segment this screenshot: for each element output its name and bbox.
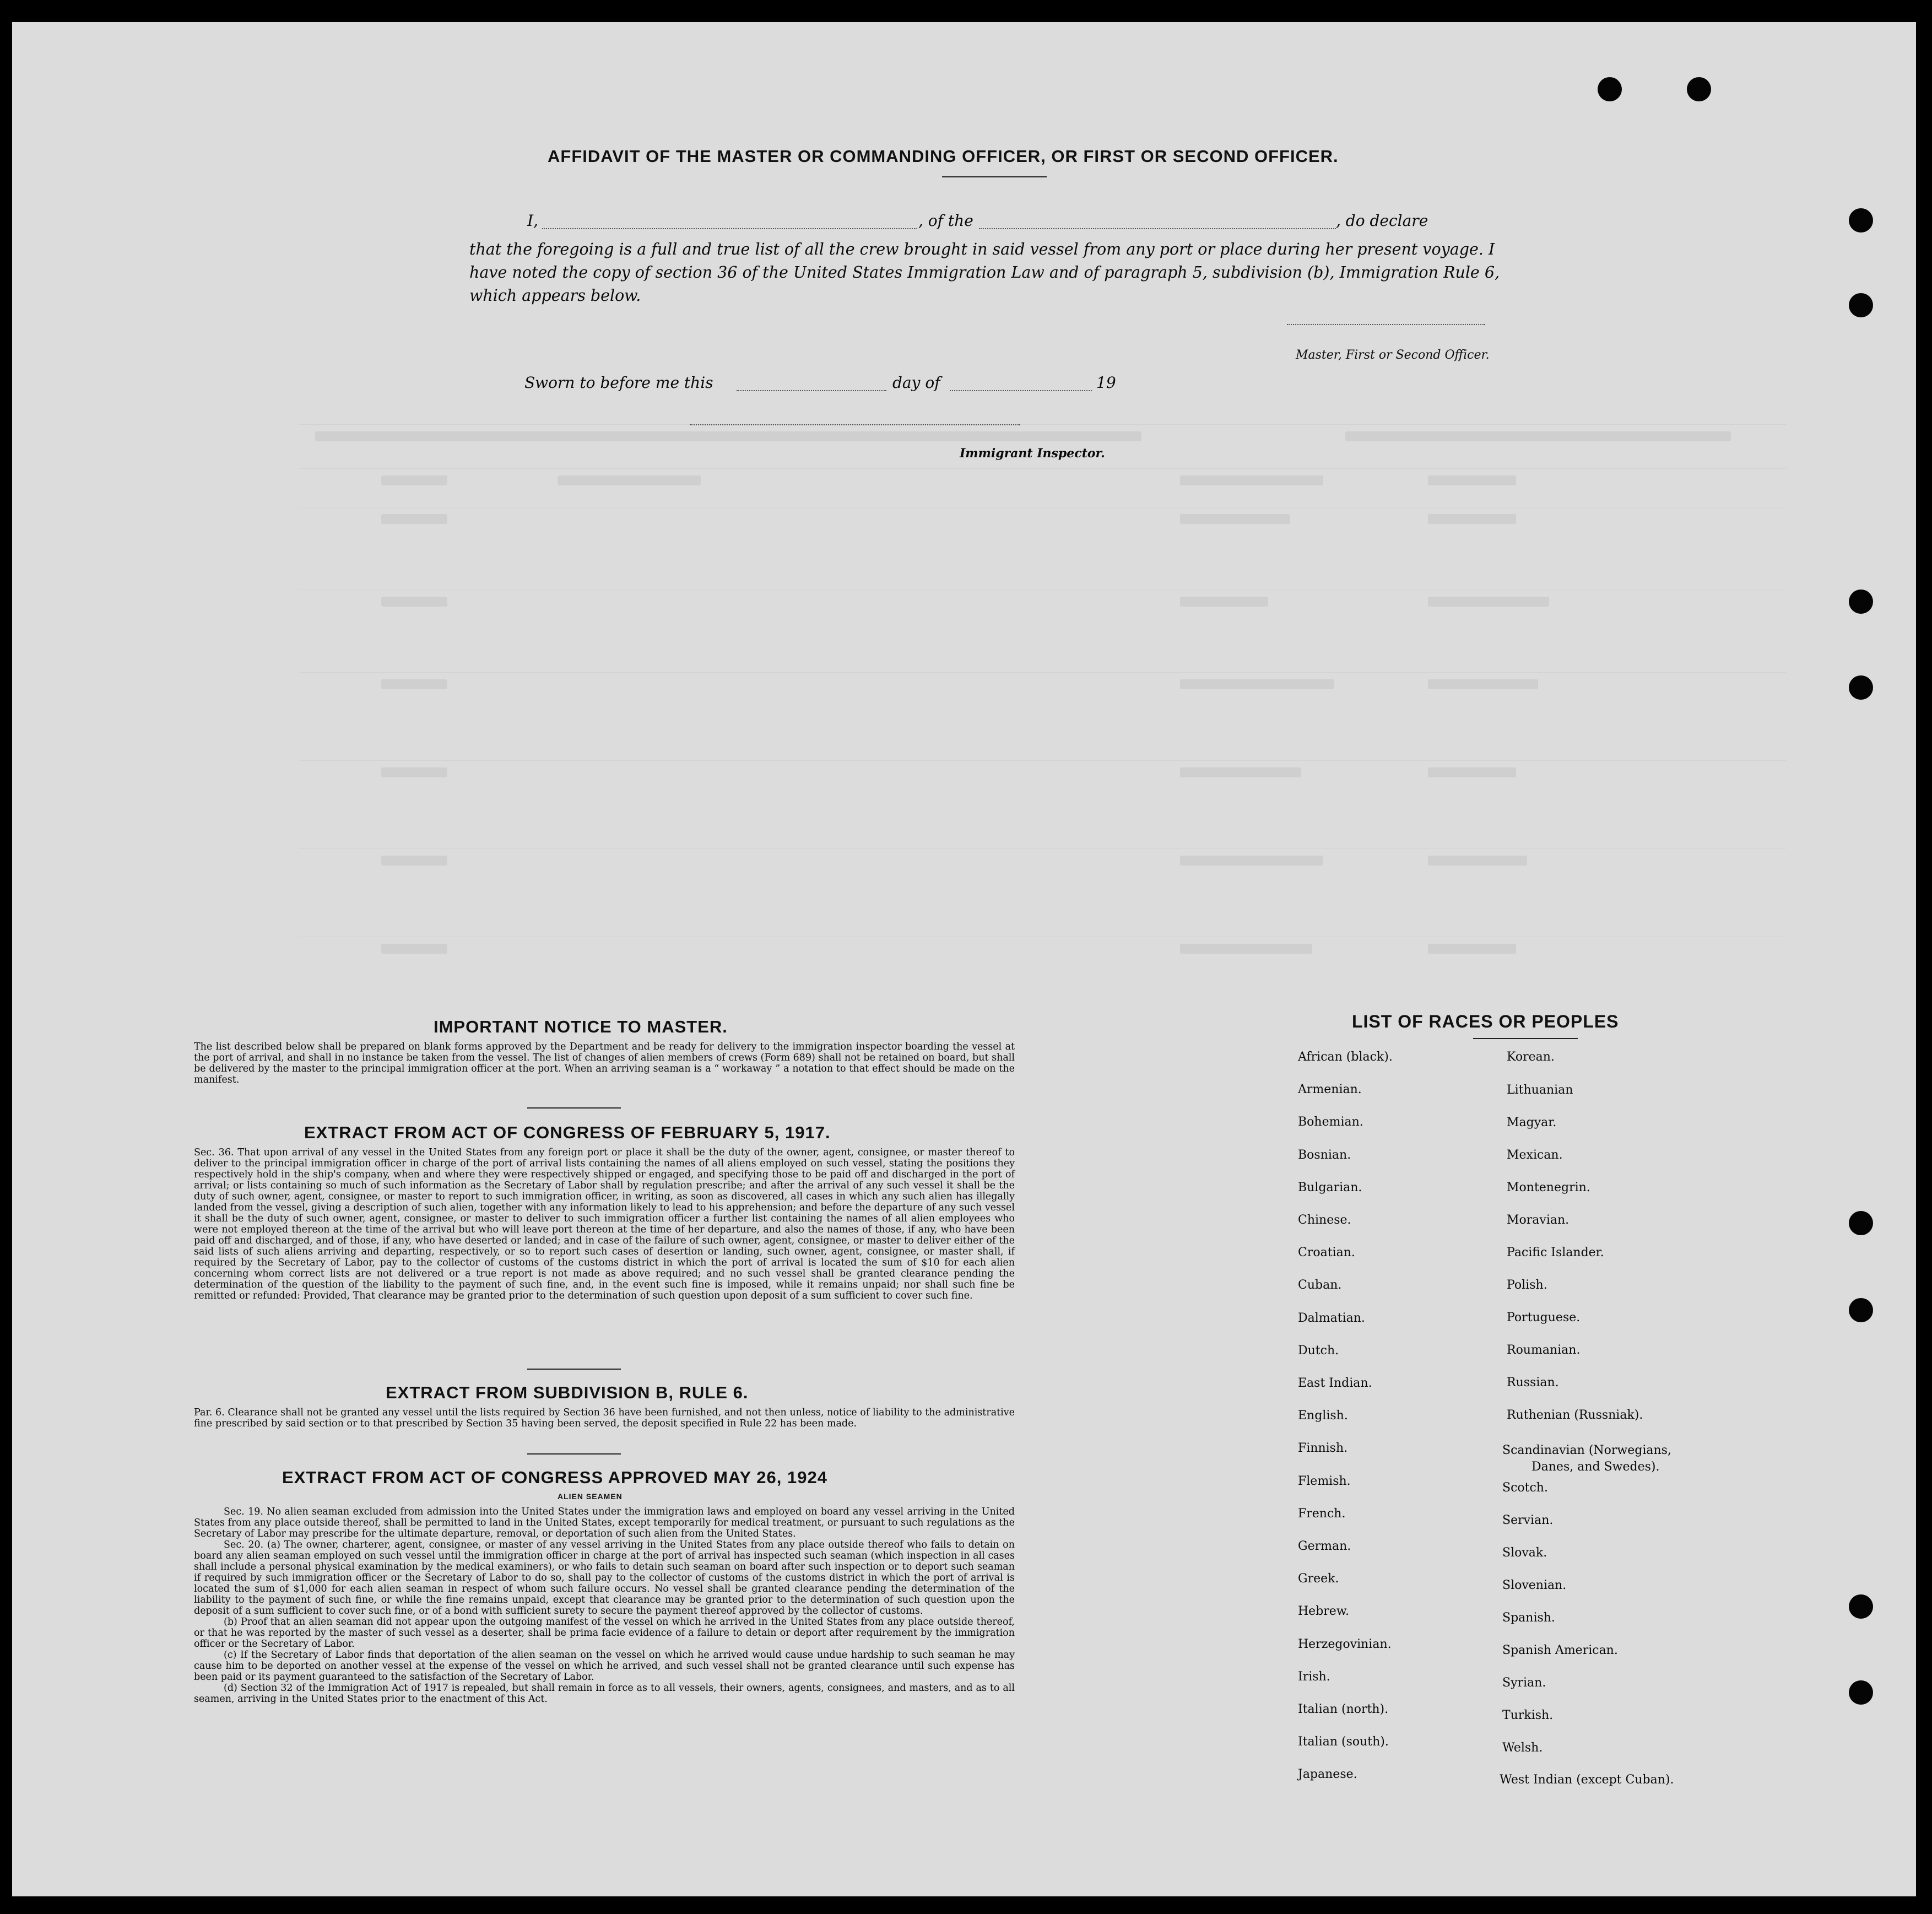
race-item: Ruthenian (Russniak).: [1507, 1408, 1643, 1422]
section-20a-paragraph: Sec. 20. (a) The owner, charterer, agent, consignee, or master of any vessel arriving in the United States from any place outside thereof who fails to detain on board any alien seaman employed on such vessel until the immigration officer in charge at the port of arrival has inspected such seaman (which inspection in all cases shall include a personal physical examination by the medical examiners), or who fails to detain such seaman on board after such inspection or to deport such seaman if required by such immigration officer or the Secretary of Labor to do so, shall pay to the collector of customs of the customs district in which the port of arrival is located the sum of $1,000 for each alien seaman in respect of whom such failure occurs. No vessel shall be granted clearance pending the determination of the liability to the payment of such fine, or while the fine remains unpaid, except that clearance may be granted prior to the determination of such question upon the deposit of a sum sufficient to cover such fine, or of a bond with sufficient surety to secure the payment thereof approved by the collector of customs.: [194, 1539, 1015, 1616]
race-item: Pacific Islander.: [1507, 1246, 1604, 1259]
race-item: Slovenian.: [1502, 1578, 1567, 1592]
race-item: Montenegrin.: [1507, 1181, 1590, 1194]
race-item: Chinese.: [1298, 1213, 1351, 1227]
race-item: Servian.: [1502, 1513, 1554, 1527]
inspector-label: Immigrant Inspector.: [960, 446, 1105, 461]
races-title: LIST OF RACES OR PEOPLES: [1352, 1012, 1619, 1031]
act-1917-title: EXTRACT FROM ACT OF CONGRESS OF FEBRUARY 5, 1917.: [304, 1123, 831, 1142]
race-item: Welsh.: [1502, 1741, 1543, 1755]
punch-hole: [1849, 1680, 1873, 1705]
day-of-label: day of: [892, 374, 940, 392]
punch-hole: [1598, 77, 1622, 101]
name-field[interactable]: [542, 212, 917, 229]
punch-hole: [1849, 208, 1873, 233]
affidavit-title: AFFIDAVIT OF THE MASTER OR COMMANDING OFFICER, OR FIRST OR SECOND OFFICER.: [548, 147, 1339, 166]
do-declare-label: , do declare: [1336, 212, 1428, 230]
race-item: German.: [1298, 1539, 1351, 1553]
race-item: African (black).: [1298, 1050, 1393, 1064]
race-item: West Indian (except Cuban).: [1500, 1773, 1674, 1787]
race-item: Portuguese.: [1507, 1311, 1581, 1324]
race-item: Hebrew.: [1298, 1604, 1350, 1619]
race-item: Irish.: [1298, 1669, 1330, 1684]
punch-hole: [1687, 77, 1711, 101]
race-item: Croatian.: [1298, 1246, 1355, 1260]
race-item: Roumanian.: [1507, 1343, 1581, 1357]
act-1924-subtitle: ALIEN SEAMEN: [558, 1492, 623, 1501]
section-19-paragraph: Sec. 19. No alien seaman excluded from admission into the United States under the immigration laws and employed on board any vessel arriving in the United States from any place outside thereof, shall be permitted to land in the United States, except temporarily for medical treatment, or pursuant to such regulations as the Secretary of Labor may prescribe for the ultimate departure, removal, or deportation of such alien from the United States.: [194, 1506, 1015, 1539]
declaration-body: that the foregoing is a full and true list of all the crew brought in said vessel from any port or place during her present voyage. I have noted the copy of section 36 of the United States Immigration Law and of paragraph 5, subdivision (b), Immigration Rule 6, which appears below.: [469, 240, 1500, 305]
sworn-month-field[interactable]: [950, 374, 1092, 391]
form-sheet: [12, 22, 1916, 1896]
master-signature-field[interactable]: [1287, 324, 1485, 325]
title-rule: [942, 176, 1047, 177]
race-item: East Indian.: [1298, 1376, 1372, 1390]
i-label: I,: [527, 212, 538, 230]
race-item: Bosnian.: [1298, 1148, 1351, 1162]
race-item: Korean.: [1507, 1050, 1555, 1064]
race-item: English.: [1298, 1409, 1348, 1423]
race-item: Polish.: [1507, 1278, 1547, 1292]
race-item: French.: [1298, 1506, 1346, 1521]
notice-title: IMPORTANT NOTICE TO MASTER.: [434, 1017, 728, 1036]
race-item: Russian.: [1507, 1376, 1559, 1389]
sworn-label: Sworn to before me this: [524, 374, 713, 392]
act-1917-body: Sec. 36. That upon arrival of any vessel in the United States from any foreign port or place it shall be the duty of the owner, agent, consignee, or master thereof to deliver to the principal immigration officer in charge of the port of arrival lists containing the names of all aliens employed on such vessel, stating the positions they respectively hold in the ship's company, when and where they were respectively shipped or engaged, and specifying those to be paid off and discharged in the port of arrival; or lists containing so much of such information as the Secretary of Labor shall by regulation prescribe; and after the arrival of any such vessel it shall be the duty of such owner, agent, consignee, or master to report to such immigration officer, in writing, as soon as discovered, all cases in which any such alien has illegally landed from the vessel, giving a description of such alien, together with any information likely to lead to his apprehension; and before the departure of any such vessel it shall be the duty of such owner, agent, consignee, or master to deliver to such immigration officer a further list containing the names of all alien employees who were not employed thereon at the time of the arrival but who will leave port thereon at the time of her departure, and also the names of those, if any, who have been paid off and discharged, and of those, if any, who have deserted or landed; and in case of the failure of such owner, agent, consignee, or master to deliver either of the said lists of such aliens arriving and departing, respectively, or so to report such cases of desertion or landing, such owner, agent, consignee, or master shall, if required by the Secretary of Labor, pay to the collector of customs of the customs district in which the port of arrival is located the sum of $10 for each alien concerning whom correct lists are not delivered or a true report is not made as above required; and no such vessel shall be granted clearance pending the determination of the question of the liability to the payment of such fine, and, in the event such fine is imposed, while it remains unpaid; nor shall such fine be remitted or refunded: Provided, That clearance may be granted prior to the determination of such question upon deposit of a sum sufficient to cover such fine.: [194, 1147, 1015, 1301]
punch-hole: [1849, 590, 1873, 614]
act-1924-title: EXTRACT FROM ACT OF CONGRESS APPROVED MAY 26, 1924: [282, 1468, 827, 1487]
race-item: Herzegovinian.: [1298, 1637, 1392, 1651]
race-item: Armenian.: [1298, 1083, 1362, 1097]
year-label: 19: [1096, 374, 1116, 392]
race-item: Slovak.: [1502, 1546, 1547, 1560]
race-item: Dutch.: [1298, 1343, 1339, 1358]
section-rule: [527, 1453, 621, 1455]
race-item: Italian (south).: [1298, 1735, 1389, 1749]
section-20b-paragraph: (b) Proof that an alien seaman did not appear upon the outgoing manifest of the vessel on which he arrived in the United States from any place outside thereof, or that he was reported by the master of such vessel as a deserter, shall be prima facie evidence of a failure to detain or deport after requirement by the immigration officer or the Secretary of Labor.: [194, 1616, 1015, 1650]
race-item: Finnish.: [1298, 1441, 1348, 1456]
race-item: Italian (north).: [1298, 1702, 1389, 1716]
race-item: Syrian.: [1502, 1676, 1546, 1690]
punch-hole: [1849, 293, 1873, 317]
of-the-label: , of the: [918, 212, 973, 230]
act-1924-body: [194, 1506, 1015, 1705]
race-item: Cuban.: [1298, 1278, 1342, 1293]
race-item: Flemish.: [1298, 1474, 1351, 1488]
rule-6-title: EXTRACT FROM SUBDIVISION B, RULE 6.: [386, 1383, 749, 1402]
race-item: Scandinavian (Norwegians,: [1502, 1443, 1671, 1457]
section-rule: [527, 1369, 621, 1370]
race-item: Greek.: [1298, 1572, 1339, 1586]
race-item: Japanese.: [1298, 1767, 1357, 1782]
section-rule: [527, 1107, 621, 1109]
punch-hole: [1849, 1211, 1873, 1235]
punch-hole: [1849, 675, 1873, 700]
inspector-signature-field[interactable]: [690, 424, 1020, 425]
race-item: Moravian.: [1507, 1213, 1570, 1227]
race-item: Lithuanian: [1507, 1083, 1573, 1097]
vessel-field[interactable]: [979, 212, 1336, 229]
notice-body: The list described below shall be prepared on blank forms approved by the Department and be ready for delivery to the immigration inspector boarding the vessel at the port of arrival, and shall in no instance be taken from the vessel. The list of changes of alien members of crews (Form 689) shall not be retained on board, but shall be delivered by the master to the principal immigration officer at the port. When an arriving seaman is a “ workaway ” a notation to that effect should be made on the manifest.: [194, 1041, 1015, 1085]
punch-hole: [1849, 1298, 1873, 1322]
race-item: Bulgarian.: [1298, 1180, 1362, 1194]
race-item: Scotch.: [1502, 1481, 1548, 1495]
race-item: Magyar.: [1507, 1116, 1557, 1129]
race-item: Dalmatian.: [1298, 1311, 1365, 1325]
race-item: Spanish American.: [1502, 1643, 1618, 1657]
races-rule: [1473, 1038, 1578, 1039]
race-item: Danes, and Swedes).: [1531, 1460, 1660, 1474]
rule-6-body: Par. 6. Clearance shall not be granted any vessel until the lists required by Section 36 have been furnished, and not then unless, notice of liability to the administrative fine prescribed by said section or to that prescribed by Section 35 having been served, the deposit specified in Rule 22 has been made.: [194, 1407, 1015, 1429]
race-item: Mexican.: [1507, 1148, 1563, 1162]
section-20d-paragraph: (d) Section 32 of the Immigration Act of 1917 is repealed, but shall remain in force as to all vessels, their owners, agents, consignees, and masters, and as to all seamen, arriving in the United States prior to the enactment of this Act.: [194, 1683, 1015, 1705]
race-item: Bohemian.: [1298, 1115, 1363, 1129]
section-20c-paragraph: (c) If the Secretary of Labor finds that deportation of the alien seaman on the vessel on which he arrived would cause undue hardship to such seaman he may cause him to be deported on another vessel at the expense of the vessel on which he arrived, and such vessel shall not be granted clearance until such expense has been paid or its payment guaranteed to the satisfaction of the Secretary of Labor.: [194, 1650, 1015, 1683]
master-signature-label: Master, First or Second Officer.: [1296, 348, 1490, 362]
sworn-day-field[interactable]: [737, 374, 886, 391]
race-item: Turkish.: [1502, 1708, 1554, 1722]
punch-hole: [1849, 1594, 1873, 1619]
race-item: Spanish.: [1502, 1611, 1555, 1625]
